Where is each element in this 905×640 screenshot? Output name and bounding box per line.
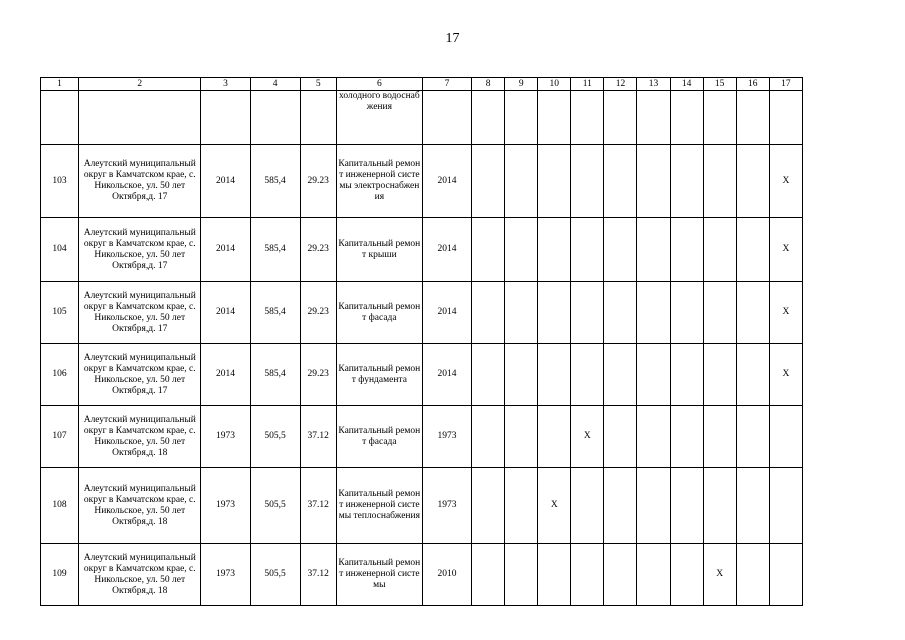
cell-mark-empty [637,145,670,218]
cell-area: 505,5 [250,544,300,606]
cell-row-number: 103 [41,145,79,218]
cell-mark-empty [505,344,538,406]
cell-wear: 37.12 [300,544,336,606]
cell-mark-empty [571,544,604,606]
cell-mark-empty [604,406,637,468]
table-row [41,468,803,544]
cell-mark-empty [703,218,736,282]
cell-mark-x: X [571,406,604,468]
repair-register-table [40,77,803,606]
cell-year-built: 2014 [201,218,250,282]
cell-address: Алеутский муниципальный округ в Камчатском крае, с. Никольское, ул. 50 лет Октября,д. 18 [79,544,201,606]
cell-empty [769,91,802,145]
cell-mark-empty [571,282,604,344]
cell-year-built: 2014 [201,145,250,218]
column-header-13: 13 [637,78,670,91]
table-row [41,282,803,344]
cell-empty [201,91,250,145]
cell-mark-empty [736,468,769,544]
cell-wear: 29.23 [300,344,336,406]
column-header-16: 16 [736,78,769,91]
cell-mark-x: X [769,145,802,218]
cell-empty [637,91,670,145]
cell-empty [505,91,538,145]
cell-mark-empty [703,145,736,218]
column-header-14: 14 [670,78,703,91]
cell-work-type: холодного водоснабжения [336,91,422,145]
cell-address: Алеутский муниципальный округ в Камчатском крае, с. Никольское, ул. 50 лет Октября,д. 17 [79,282,201,344]
cell-empty [703,91,736,145]
cell-wear: 29.23 [300,145,336,218]
cell-work-type: Капитальный ремонт инженерной системы электроснабжения [336,145,422,218]
cell-address: Алеутский муниципальный округ в Камчатском крае, с. Никольское, ул. 50 лет Октября,д. 17 [79,145,201,218]
column-header-9: 9 [505,78,538,91]
column-header-17: 17 [769,78,802,91]
cell-mark-empty [538,406,571,468]
cell-mark-empty [736,544,769,606]
cell-area: 505,5 [250,406,300,468]
cell-mark-empty [703,282,736,344]
cell-empty [300,91,336,145]
cell-mark-empty [736,282,769,344]
cell-mark-empty [604,282,637,344]
cell-empty [571,91,604,145]
table-body [41,91,803,606]
cell-mark-empty [637,282,670,344]
column-header-15: 15 [703,78,736,91]
cell-mark-empty [505,282,538,344]
table-row [41,544,803,606]
cell-last-repair: 2014 [422,282,471,344]
column-header-11: 11 [571,78,604,91]
cell-mark-empty [604,145,637,218]
cell-mark-empty [604,218,637,282]
column-header-7: 7 [422,78,471,91]
column-number-row [41,78,803,91]
column-header-1: 1 [41,78,79,91]
cell-mark-x: X [769,282,802,344]
cell-mark-empty [472,282,505,344]
cell-mark-x: X [769,218,802,282]
cell-mark-empty [538,218,571,282]
cell-address: Алеутский муниципальный округ в Камчатском крае, с. Никольское, ул. 50 лет Октября,д. 18 [79,468,201,544]
cell-mark-empty [703,468,736,544]
cell-mark-empty [670,406,703,468]
cell-mark-empty [472,145,505,218]
cell-mark-empty [736,218,769,282]
cell-last-repair: 2014 [422,218,471,282]
cell-empty [422,91,471,145]
cell-mark-empty [670,282,703,344]
cell-mark-empty [670,468,703,544]
table-row [41,344,803,406]
cell-mark-empty [505,406,538,468]
column-header-10: 10 [538,78,571,91]
cell-wear: 37.12 [300,468,336,544]
cell-mark-empty [571,145,604,218]
cell-row-number: 106 [41,344,79,406]
cell-work-type: Капитальный ремонт фасада [336,282,422,344]
cell-mark-empty [571,344,604,406]
cell-mark-empty [604,544,637,606]
table-row [41,218,803,282]
cell-work-type: Капитальный ремонт инженерной системы [336,544,422,606]
cell-mark-empty [538,282,571,344]
cell-mark-empty [505,468,538,544]
cell-last-repair: 1973 [422,468,471,544]
cell-mark-empty [736,344,769,406]
cell-mark-empty [604,468,637,544]
cell-work-type: Капитальный ремонт инженерной системы теплоснабжения [336,468,422,544]
cell-work-type: Капитальный ремонт крыши [336,218,422,282]
column-header-3: 3 [201,78,250,91]
cell-mark-empty [637,468,670,544]
cell-mark-empty [670,145,703,218]
cell-mark-empty [571,218,604,282]
cell-mark-empty [736,145,769,218]
cell-mark-empty [604,344,637,406]
cell-mark-empty [670,344,703,406]
cell-mark-x: X [538,468,571,544]
cell-mark-empty [571,468,604,544]
cell-mark-empty [637,344,670,406]
cell-year-built: 1973 [201,544,250,606]
column-header-4: 4 [250,78,300,91]
cell-mark-empty [472,468,505,544]
cell-area: 505,5 [250,468,300,544]
cell-mark-empty [703,344,736,406]
cell-mark-empty [472,406,505,468]
cell-empty [472,91,505,145]
cell-empty [250,91,300,145]
cell-row-number: 105 [41,282,79,344]
cell-mark-empty [769,544,802,606]
cell-empty [79,91,201,145]
cell-empty [41,91,79,145]
cell-mark-x: X [703,544,736,606]
cell-work-type: Капитальный ремонт фундамента [336,344,422,406]
cell-mark-empty [769,468,802,544]
cell-mark-empty [505,145,538,218]
column-header-2: 2 [79,78,201,91]
cell-area: 585,4 [250,218,300,282]
cell-mark-empty [637,218,670,282]
cell-last-repair: 2014 [422,344,471,406]
table-row [41,145,803,218]
cell-address: Алеутский муниципальный округ в Камчатском крае, с. Никольское, ул. 50 лет Октября,д. 17 [79,344,201,406]
cell-wear: 29.23 [300,218,336,282]
cell-empty [538,91,571,145]
cell-mark-x: X [769,344,802,406]
cell-mark-empty [472,218,505,282]
table-row [41,406,803,468]
cell-row-number: 107 [41,406,79,468]
cell-row-number: 104 [41,218,79,282]
cell-wear: 37.12 [300,406,336,468]
cell-last-repair: 2014 [422,145,471,218]
cell-empty [736,91,769,145]
cell-year-built: 1973 [201,406,250,468]
cell-mark-empty [670,218,703,282]
cell-mark-empty [472,344,505,406]
column-header-8: 8 [472,78,505,91]
cell-mark-empty [637,406,670,468]
cell-row-number: 108 [41,468,79,544]
cell-area: 585,4 [250,282,300,344]
column-header-12: 12 [604,78,637,91]
cell-year-built: 2014 [201,282,250,344]
cell-year-built: 2014 [201,344,250,406]
column-header-6: 6 [336,78,422,91]
cell-mark-empty [538,145,571,218]
cell-mark-empty [538,544,571,606]
cell-address: Алеутский муниципальный округ в Камчатском крае, с. Никольское, ул. 50 лет Октября,д. 18 [79,406,201,468]
cell-last-repair: 2010 [422,544,471,606]
cell-mark-empty [736,406,769,468]
cell-mark-empty [505,218,538,282]
cell-work-type: Капитальный ремонт фасада [336,406,422,468]
cell-row-number: 109 [41,544,79,606]
cell-mark-empty [637,544,670,606]
cell-mark-empty [538,344,571,406]
page-number: 17 [445,31,460,46]
cell-mark-empty [769,406,802,468]
cell-year-built: 1973 [201,468,250,544]
cell-wear: 29.23 [300,282,336,344]
cell-empty [670,91,703,145]
continued-row [41,91,803,145]
cell-mark-empty [472,544,505,606]
cell-mark-empty [505,544,538,606]
cell-area: 585,4 [250,344,300,406]
column-header-5: 5 [300,78,336,91]
cell-address: Алеутский муниципальный округ в Камчатском крае, с. Никольское, ул. 50 лет Октября,д. 17 [79,218,201,282]
cell-mark-empty [670,544,703,606]
cell-area: 585,4 [250,145,300,218]
cell-last-repair: 1973 [422,406,471,468]
cell-empty [604,91,637,145]
cell-mark-empty [703,406,736,468]
